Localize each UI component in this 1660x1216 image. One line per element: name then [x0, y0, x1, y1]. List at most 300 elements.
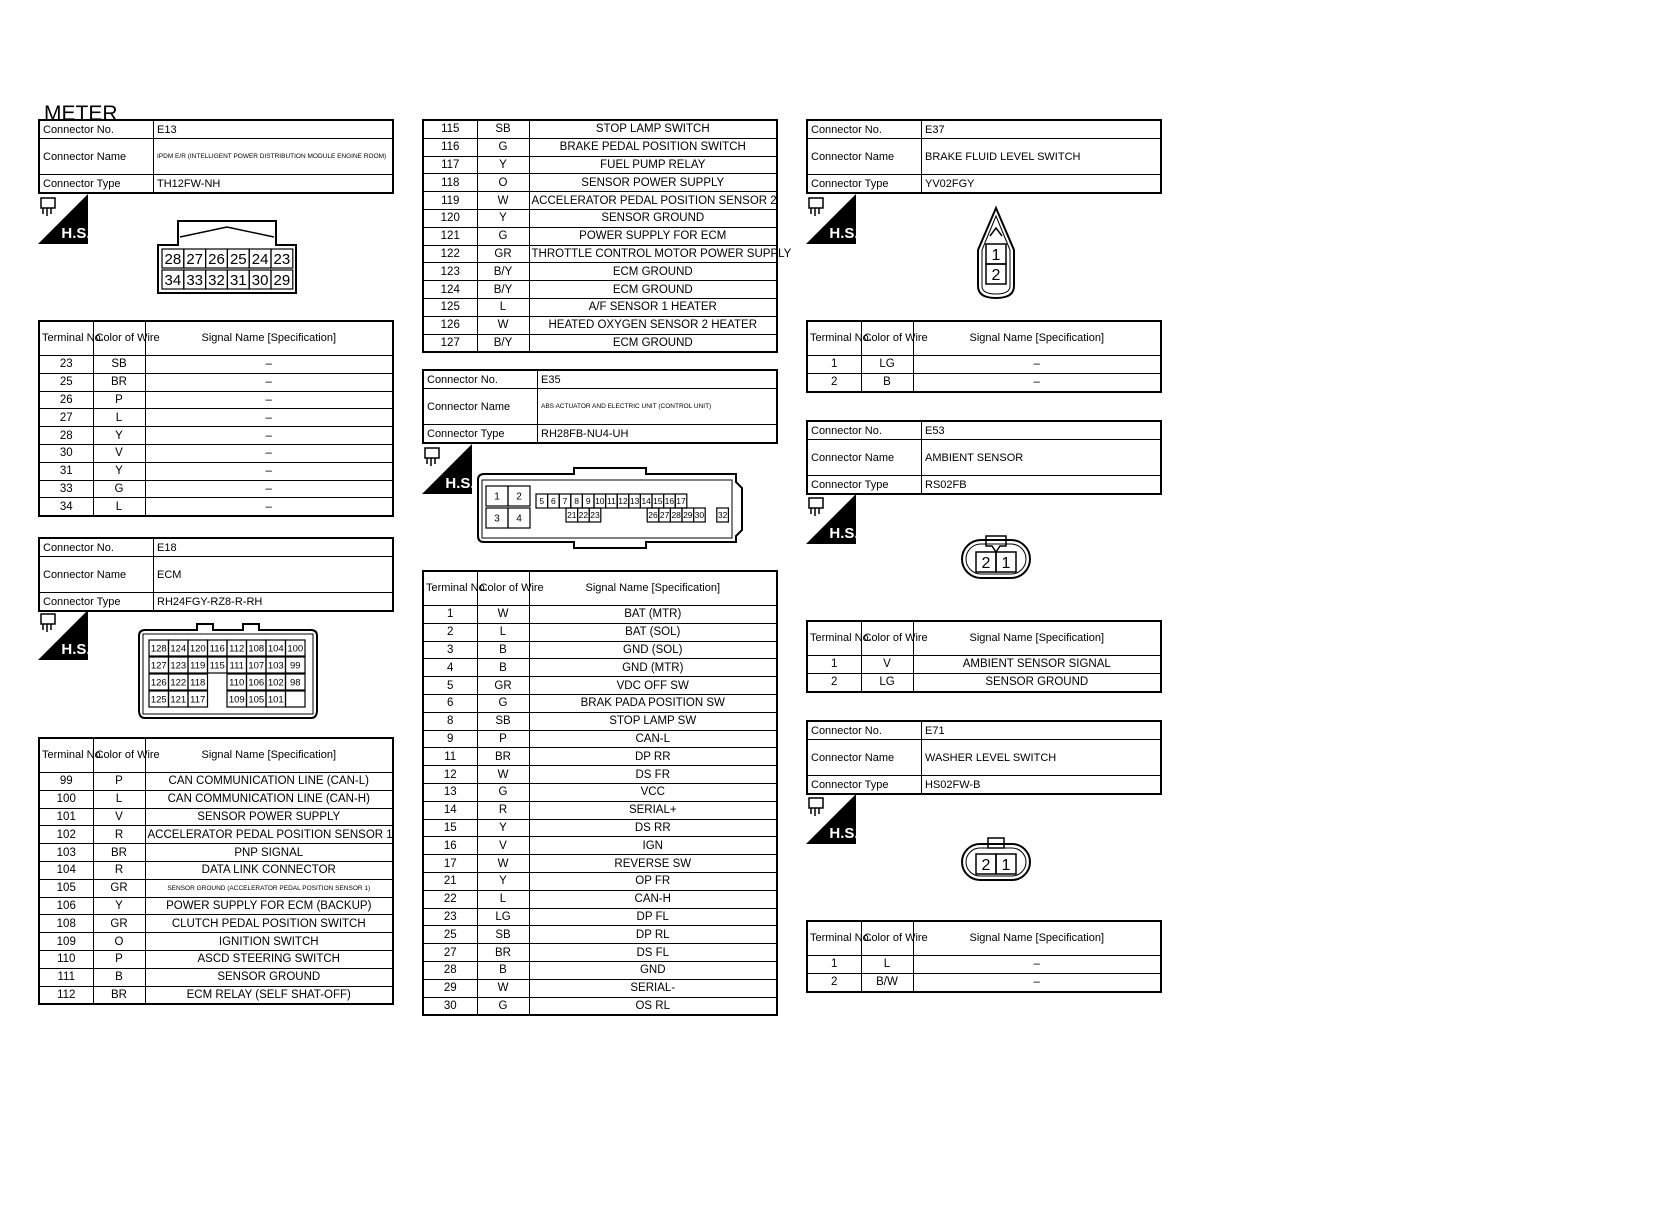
- label: Connector No.: [39, 120, 154, 139]
- pin-label: 25: [229, 250, 247, 268]
- pin-label: 22: [578, 510, 589, 521]
- pin-label: 7: [562, 496, 568, 507]
- terminal-no: 23: [39, 356, 93, 374]
- label: Connector No.: [39, 538, 154, 557]
- table-row: [39, 986, 393, 1004]
- connector-no: E53: [922, 421, 1162, 440]
- hs-label: H.S.: [61, 225, 91, 242]
- pin-label: 33: [186, 271, 204, 289]
- terminal-no: 28: [423, 961, 477, 979]
- label: Connector Type: [39, 593, 154, 612]
- signal-name: SENSOR POWER SUPPLY: [145, 808, 393, 826]
- terminal-no: 125: [423, 298, 477, 316]
- pin-label: 16: [664, 496, 675, 507]
- hs-label: H.S.: [829, 525, 859, 542]
- wire-color: B: [93, 968, 145, 986]
- terminal-no: 30: [39, 444, 93, 462]
- connector-type: RS02FB: [922, 476, 1162, 495]
- label: Connector No.: [807, 120, 922, 139]
- pin-label: 11: [606, 496, 616, 507]
- table-row: [807, 356, 1161, 374]
- header-terminal: Terminal No.: [39, 738, 93, 773]
- signal-name: DP FL: [529, 908, 777, 926]
- wire-color: Y: [477, 872, 529, 890]
- terminal-no: 105: [39, 879, 93, 897]
- connector-no: E13: [154, 120, 394, 139]
- wire-color: W: [477, 316, 529, 334]
- signal-name: POWER SUPPLY FOR ECM (BACKUP): [145, 897, 393, 915]
- signal-name: CAN-H: [529, 890, 777, 908]
- terminal-no: 118: [423, 174, 477, 192]
- signal-name: GND (MTR): [529, 659, 777, 677]
- wire-color: W: [477, 766, 529, 784]
- wire-color: G: [477, 227, 529, 245]
- connector-type: RH28FB-NU4-UH: [538, 425, 778, 444]
- hs-label: H.S.: [829, 825, 859, 842]
- pin-label: 14: [641, 496, 651, 507]
- terminal-table-e71: [806, 920, 1162, 993]
- pin-label: 108: [248, 643, 265, 655]
- label: Connector Name: [39, 557, 154, 593]
- table-row: [423, 979, 777, 997]
- table-row: [423, 209, 777, 227]
- signal-name: BRAKE PEDAL POSITION SWITCH: [529, 138, 777, 156]
- wire-color: V: [477, 837, 529, 855]
- connector-no: E35: [538, 370, 778, 389]
- signal-name: DS RR: [529, 819, 777, 837]
- terminal-no: 119: [423, 192, 477, 210]
- wire-color: W: [477, 855, 529, 873]
- pin-label: 29: [273, 271, 291, 289]
- harness-side-icon: [38, 194, 91, 244]
- pin-label: 23: [273, 250, 291, 268]
- terminal-no: 106: [39, 897, 93, 915]
- wire-color: BR: [93, 373, 145, 391]
- signal-name: CAN COMMUNICATION LINE (CAN-H): [145, 790, 393, 808]
- pin-label: 106: [248, 677, 265, 689]
- table-row: [423, 748, 777, 766]
- terminal-no: 26: [39, 391, 93, 409]
- table-row: [423, 659, 777, 677]
- hs-label: H.S.: [61, 641, 91, 658]
- signal-name: –: [145, 356, 393, 374]
- connector-info-table: [38, 119, 394, 194]
- wire-color: L: [477, 298, 529, 316]
- wire-color: BR: [477, 748, 529, 766]
- table-row: [39, 915, 393, 933]
- wire-color: SB: [93, 356, 145, 374]
- terminal-no: 25: [39, 373, 93, 391]
- table-row: [39, 773, 393, 791]
- connector-type: RH24FGY-RZ8-R-RH: [154, 593, 394, 612]
- connector-diagram-e18: [135, 622, 321, 729]
- wire-color: LG: [477, 908, 529, 926]
- signal-name: –: [145, 462, 393, 480]
- table-row: [423, 783, 777, 801]
- header-terminal: Terminal No.: [39, 321, 93, 356]
- signal-name: A/F SENSOR 1 HEATER: [529, 298, 777, 316]
- terminal-no: 28: [39, 427, 93, 445]
- header-signal: Signal Name [Specification]: [145, 738, 393, 773]
- signal-name: SERIAL+: [529, 801, 777, 819]
- connector-type: YV02FGY: [922, 175, 1162, 194]
- signal-name: –: [145, 480, 393, 498]
- pin-label: 32: [717, 510, 728, 521]
- signal-name: SENSOR GROUND: [145, 968, 393, 986]
- signal-name: –: [913, 973, 1161, 991]
- pin-label: 116: [209, 643, 225, 655]
- terminal-no: 126: [423, 316, 477, 334]
- pin-label: 126: [150, 677, 167, 689]
- terminal-no: 124: [423, 281, 477, 299]
- table-row: [423, 926, 777, 944]
- label: Connector Type: [807, 776, 922, 795]
- signal-name: DP RR: [529, 748, 777, 766]
- pin-label: 26: [208, 250, 225, 268]
- pin-label: 120: [189, 643, 206, 655]
- table-row: [39, 808, 393, 826]
- table-row: [423, 138, 777, 156]
- pin-label: 1: [1001, 857, 1011, 874]
- header-signal: Signal Name [Specification]: [529, 571, 777, 606]
- terminal-no: 101: [39, 808, 93, 826]
- wire-color: L: [477, 623, 529, 641]
- pin-label: 2: [981, 857, 991, 874]
- signal-name: –: [145, 409, 393, 427]
- label: Connector Name: [807, 139, 922, 175]
- terminal-no: 22: [423, 890, 477, 908]
- harness-side-icon: [806, 194, 859, 244]
- terminal-no: 104: [39, 861, 93, 879]
- table-row: [423, 120, 777, 138]
- wire-color: L: [477, 890, 529, 908]
- table-row: [39, 826, 393, 844]
- wire-color: V: [93, 444, 145, 462]
- pin-label: 109: [228, 694, 245, 706]
- signal-name: –: [913, 356, 1161, 374]
- label: Connector Name: [807, 740, 922, 776]
- terminal-no: 21: [423, 872, 477, 890]
- signal-name: THROTTLE CONTROL MOTOR POWER SUPPLY: [529, 245, 777, 263]
- harness-side-icon: [806, 794, 859, 844]
- label: Connector Type: [807, 175, 922, 194]
- signal-name: SENSOR POWER SUPPLY: [529, 174, 777, 192]
- pin-label: 26: [648, 510, 658, 521]
- pin-label: 5: [539, 496, 545, 507]
- terminal-no: 6: [423, 694, 477, 712]
- pin-label: 29: [683, 510, 693, 521]
- table-row: [807, 973, 1161, 991]
- harness-side-icon: [422, 444, 475, 494]
- terminal-no: 25: [423, 926, 477, 944]
- pin-label: 101: [267, 694, 284, 706]
- table-row: [423, 766, 777, 784]
- terminal-table-e35: [422, 570, 778, 1016]
- terminal-no: 100: [39, 790, 93, 808]
- pin-label: 6: [551, 496, 556, 507]
- pin-label: 9: [585, 496, 591, 507]
- connector-e18: [38, 537, 394, 612]
- wire-color: R: [93, 861, 145, 879]
- signal-name: STOP LAMP SW: [529, 712, 777, 730]
- terminal-no: 17: [423, 855, 477, 873]
- table-row: [39, 897, 393, 915]
- terminal-no: 5: [423, 677, 477, 695]
- pin-label: 2: [991, 267, 1001, 284]
- header-signal: Signal Name [Specification]: [913, 921, 1161, 956]
- header-terminal: Terminal No.: [807, 621, 861, 656]
- signal-name: –: [145, 373, 393, 391]
- signal-name: ECM GROUND: [529, 263, 777, 281]
- wire-color: SB: [477, 926, 529, 944]
- table-row: [807, 373, 1161, 391]
- table-row: [423, 298, 777, 316]
- signal-name: SENSOR GROUND: [529, 209, 777, 227]
- table-row: [423, 961, 777, 979]
- signal-name: –: [145, 427, 393, 445]
- wire-color: P: [477, 730, 529, 748]
- header-signal: Signal Name [Specification]: [145, 321, 393, 356]
- wire-color: Y: [93, 462, 145, 480]
- table-row: [423, 641, 777, 659]
- pin-label: 122: [170, 677, 187, 689]
- connector-no: E71: [922, 721, 1162, 740]
- table-row: [39, 968, 393, 986]
- signal-name: GND: [529, 961, 777, 979]
- table-row: [423, 730, 777, 748]
- label: Connector Name: [807, 440, 922, 476]
- wire-color: SB: [477, 712, 529, 730]
- signal-name: DP RL: [529, 926, 777, 944]
- wire-color: W: [477, 192, 529, 210]
- label: Connector No.: [807, 421, 922, 440]
- table-row: [423, 623, 777, 641]
- table-row: [39, 844, 393, 862]
- header-terminal: Terminal No.: [423, 571, 477, 606]
- signal-name: DS FL: [529, 944, 777, 962]
- label: Connector Name: [39, 139, 154, 175]
- wire-color: B: [477, 641, 529, 659]
- terminal-no: 27: [423, 944, 477, 962]
- terminal-no: 1: [807, 656, 861, 674]
- connector-diagram-e53: [960, 534, 1032, 587]
- wire-color: G: [477, 694, 529, 712]
- signal-name: SENSOR GROUND (ACCELERATOR PEDAL POSITION SENSOR 1): [145, 879, 393, 897]
- wire-color: O: [93, 933, 145, 951]
- wire-color: Y: [477, 156, 529, 174]
- pin-label: 100: [287, 643, 304, 655]
- signal-name: POWER SUPPLY FOR ECM: [529, 227, 777, 245]
- pin-label: 34: [164, 271, 182, 289]
- signal-name: VCC: [529, 783, 777, 801]
- pin-label: 110: [229, 677, 245, 689]
- terminal-no: 2: [807, 373, 861, 391]
- terminal-no: 111: [39, 968, 93, 986]
- connector-diagram-e71: [960, 836, 1032, 889]
- wire-color: P: [93, 950, 145, 968]
- signal-name: VDC OFF SW: [529, 677, 777, 695]
- wire-color: Y: [93, 427, 145, 445]
- header-terminal: Terminal No.: [807, 321, 861, 356]
- terminal-no: 112: [39, 986, 93, 1004]
- pin-label: 2: [516, 491, 522, 503]
- wire-color: G: [93, 480, 145, 498]
- terminal-table-e13: [38, 320, 394, 517]
- signal-name: –: [145, 498, 393, 516]
- connector-no: E18: [154, 538, 394, 557]
- pin-label: 103: [267, 660, 284, 672]
- label: Connector No.: [423, 370, 538, 389]
- pin-label: 31: [229, 271, 247, 289]
- connector-e53: [806, 420, 1162, 495]
- connector-name: AMBIENT SENSOR: [922, 440, 1162, 476]
- table-row: [423, 316, 777, 334]
- wire-color: R: [477, 801, 529, 819]
- connector-name: ABS ACTUATOR AND ELECTRIC UNIT (CONTROL UNIT): [538, 389, 778, 425]
- signal-name: ACCELERATOR PEDAL POSITION SENSOR 1: [145, 826, 393, 844]
- signal-name: ASCD STEERING SWITCH: [145, 950, 393, 968]
- signal-name: ECM GROUND: [529, 334, 777, 352]
- wire-color: SB: [477, 120, 529, 138]
- pin-label: 118: [190, 677, 206, 689]
- harness-side-icon: [806, 494, 859, 544]
- connector-name: IPDM E/R (INTELLIGENT POWER DISTRIBUTION MODULE ENGINE ROOM): [154, 139, 394, 175]
- signal-name: –: [913, 373, 1161, 391]
- table-row: [423, 694, 777, 712]
- terminal-no: 8: [423, 712, 477, 730]
- pin-label: 24: [251, 250, 269, 268]
- terminal-no: 33: [39, 480, 93, 498]
- table-row: [423, 334, 777, 352]
- signal-name: DS FR: [529, 766, 777, 784]
- wire-color: B/Y: [477, 281, 529, 299]
- signal-name: FUEL PUMP RELAY: [529, 156, 777, 174]
- terminal-no: 122: [423, 245, 477, 263]
- terminal-table-e18: [38, 737, 394, 1005]
- wire-color: B: [477, 659, 529, 677]
- table-row: [423, 174, 777, 192]
- wire-color: GR: [93, 879, 145, 897]
- connector-no: E37: [922, 120, 1162, 139]
- table-row: [423, 855, 777, 873]
- wire-color: Y: [477, 209, 529, 227]
- wire-color: GR: [477, 677, 529, 695]
- pin-label: 28: [164, 250, 182, 268]
- signal-name: PNP SIGNAL: [145, 844, 393, 862]
- terminal-no: 11: [423, 748, 477, 766]
- wire-color: LG: [861, 356, 913, 374]
- signal-name: BRAK PADA POSITION SW: [529, 694, 777, 712]
- terminal-no: 2: [807, 673, 861, 691]
- wire-color: P: [93, 773, 145, 791]
- connector-type: TH12FW-NH: [154, 175, 394, 194]
- wire-color: B: [861, 373, 913, 391]
- table-row: [423, 156, 777, 174]
- terminal-no: 15: [423, 819, 477, 837]
- header-color: Color of Wire: [861, 621, 913, 656]
- table-row: [423, 712, 777, 730]
- wire-color: B/Y: [477, 263, 529, 281]
- connector-name: WASHER LEVEL SWITCH: [922, 740, 1162, 776]
- pin-label: 111: [229, 660, 244, 672]
- wire-color: L: [93, 790, 145, 808]
- table-row: [39, 879, 393, 897]
- header-color: Color of Wire: [477, 571, 529, 606]
- wire-color: P: [93, 391, 145, 409]
- label: Connector Type: [807, 476, 922, 495]
- pin-label: 12: [618, 496, 628, 507]
- terminal-no: 127: [423, 334, 477, 352]
- pin-label: 23: [590, 510, 600, 521]
- wire-color: G: [477, 783, 529, 801]
- signal-name: HEATED OXYGEN SENSOR 2 HEATER: [529, 316, 777, 334]
- signal-name: –: [145, 391, 393, 409]
- pin-label: 1: [494, 491, 500, 503]
- page-title: METER: [44, 102, 118, 125]
- pin-label: 99: [289, 660, 301, 672]
- connector-name: ECM: [154, 557, 394, 593]
- terminal-no: 99: [39, 773, 93, 791]
- pin-label: 123: [170, 660, 187, 672]
- signal-name: BAT (MTR): [529, 606, 777, 624]
- table-row: [423, 227, 777, 245]
- wire-color: L: [93, 409, 145, 427]
- pin-label: 15: [653, 496, 663, 507]
- signal-name: IGNITION SWITCH: [145, 933, 393, 951]
- terminal-no: 120: [423, 209, 477, 227]
- signal-name: CAN COMMUNICATION LINE (CAN-L): [145, 773, 393, 791]
- terminal-no: 14: [423, 801, 477, 819]
- signal-name: REVERSE SW: [529, 855, 777, 873]
- table-row: [39, 462, 393, 480]
- table-row: [807, 656, 1161, 674]
- label: Connector Type: [423, 425, 538, 444]
- wire-color: L: [861, 956, 913, 974]
- table-row: [39, 427, 393, 445]
- terminal-no: 30: [423, 997, 477, 1015]
- signal-name: STOP LAMP SWITCH: [529, 120, 777, 138]
- terminal-no: 23: [423, 908, 477, 926]
- table-row: [423, 245, 777, 263]
- table-row: [39, 356, 393, 374]
- terminal-no: 13: [423, 783, 477, 801]
- pin-label: 32: [208, 271, 225, 289]
- signal-name: GND (SOL): [529, 641, 777, 659]
- pin-label: 28: [671, 510, 681, 521]
- pin-label: 125: [150, 694, 167, 706]
- pin-label: 127: [150, 660, 167, 672]
- pin-label: 27: [186, 250, 204, 268]
- signal-name: ECM GROUND: [529, 281, 777, 299]
- pin-label: 10: [595, 496, 605, 507]
- terminal-no: 16: [423, 837, 477, 855]
- wire-color: V: [93, 808, 145, 826]
- pin-label: 107: [248, 660, 265, 672]
- pin-label: 8: [574, 496, 579, 507]
- signal-name: CLUTCH PEDAL POSITION SWITCH: [145, 915, 393, 933]
- table-row: [423, 819, 777, 837]
- connector-e35: [422, 369, 778, 444]
- signal-name: AMBIENT SENSOR SIGNAL: [913, 656, 1161, 674]
- header-color: Color of Wire: [861, 321, 913, 356]
- signal-name: CAN-L: [529, 730, 777, 748]
- table-row: [423, 281, 777, 299]
- terminal-no: 103: [39, 844, 93, 862]
- table-row: [39, 498, 393, 516]
- table-row: [423, 908, 777, 926]
- pin-label: 3: [494, 513, 500, 525]
- wire-color: V: [861, 656, 913, 674]
